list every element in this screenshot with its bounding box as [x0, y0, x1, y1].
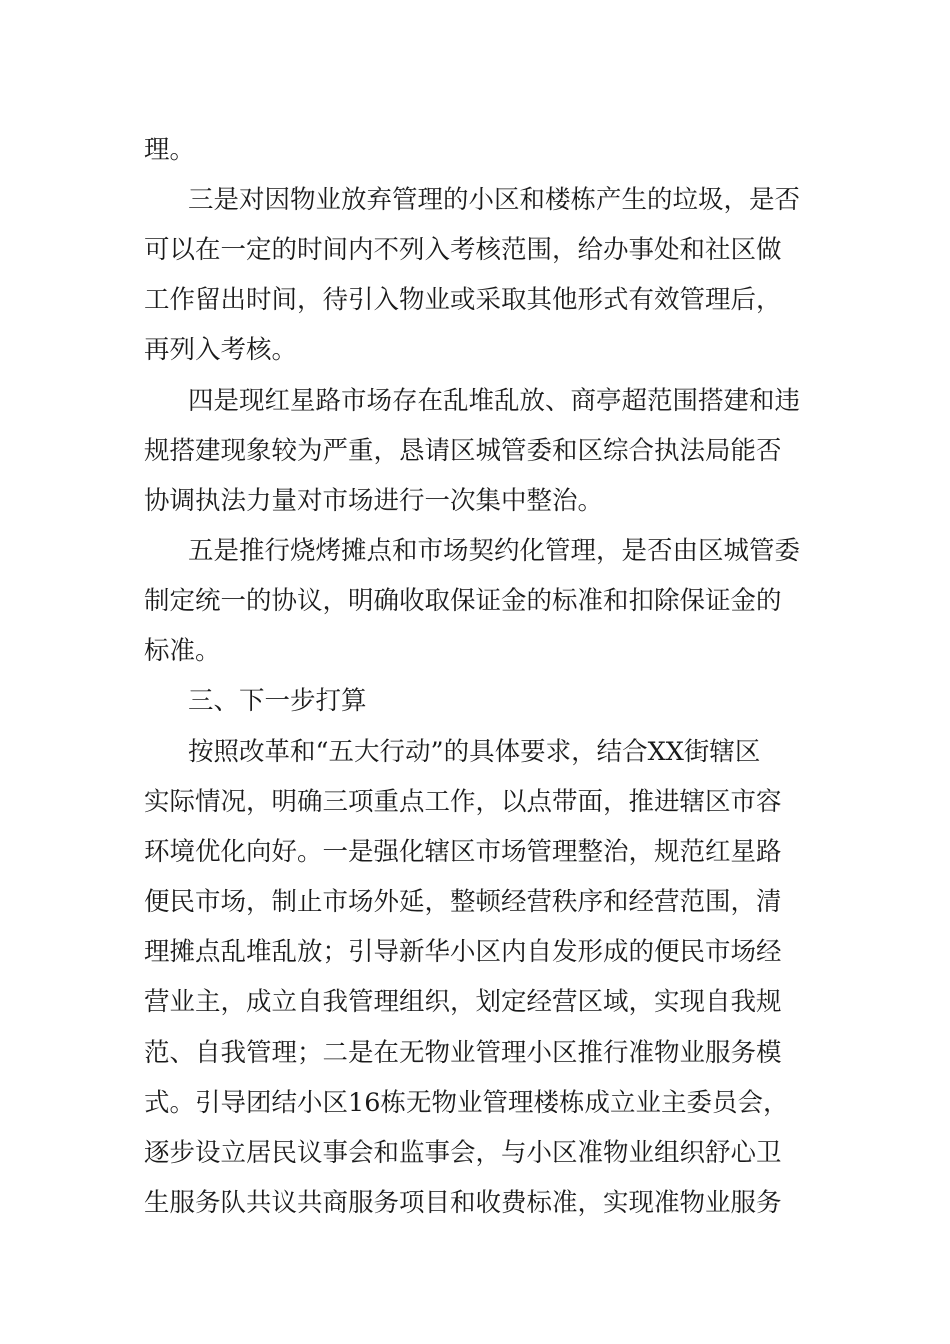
text-line-4: 工作留出时间，待引入物业或采取其他形式有效管理后， — [144, 285, 782, 315]
section-heading-next-steps: 三、下一步打算 — [188, 686, 367, 716]
text-line-10: 制定统一的协议，明确收取保证金的标准和扣除保证金的 — [144, 586, 782, 616]
paragraph-item-3-start: 三是对因物业放弃管理的小区和楼栋产生的垃圾，是否 — [188, 185, 801, 215]
text-line-8: 协调执法力量对市场进行一次集中整治。 — [144, 486, 604, 516]
text-line-14: 实际情况，明确三项重点工作，以点带面，推进辖区市容 — [144, 787, 782, 817]
paragraph-item-4-start: 四是现红星路市场存在乱堆乱放、商亭超范围搭建和违 — [188, 386, 801, 416]
paragraph-item-5-start: 五是推行烧烤摊点和市场契约化管理，是否由区城管委 — [188, 536, 801, 566]
text-line-20: 式。引导团结小区16栋无物业管理楼栋成立业主委员会， — [144, 1088, 789, 1118]
text-line-21: 逐步设立居民议事会和监事会，与小区准物业组织舒心卫 — [144, 1138, 782, 1168]
text-line-22: 生服务队共议共商服务项目和收费标准，实现准物业服务 — [144, 1188, 782, 1218]
text-line-5: 再列入考核。 — [144, 335, 298, 365]
text-line-17: 理摊点乱堆乱放；引导新华小区内自发形成的便民市场经 — [144, 937, 782, 967]
text-line-19: 范、自我管理；二是在无物业管理小区推行准物业服务模 — [144, 1038, 782, 1068]
text-line-18: 营业主，成立自我管理组织，划定经营区域，实现自我规 — [144, 987, 782, 1017]
text-line-15: 环境优化向好。一是强化辖区市场管理整治，规范红星路 — [144, 837, 782, 867]
text-line-7: 规搭建现象较为严重，恳请区城管委和区综合执法局能否 — [144, 436, 782, 466]
text-line-11: 标准。 — [144, 636, 221, 666]
text-line-1: 理。 — [144, 135, 196, 165]
text-line-3: 可以在一定的时间内不列入考核范围，给办事处和社区做 — [144, 235, 782, 265]
text-line-16: 便民市场，制止市场外延，整顿经营秩序和经营范围，清 — [144, 887, 782, 917]
paragraph-next-steps-start: 按照改革和“五大行动”的具体要求，结合XX街辖区 — [188, 737, 761, 767]
